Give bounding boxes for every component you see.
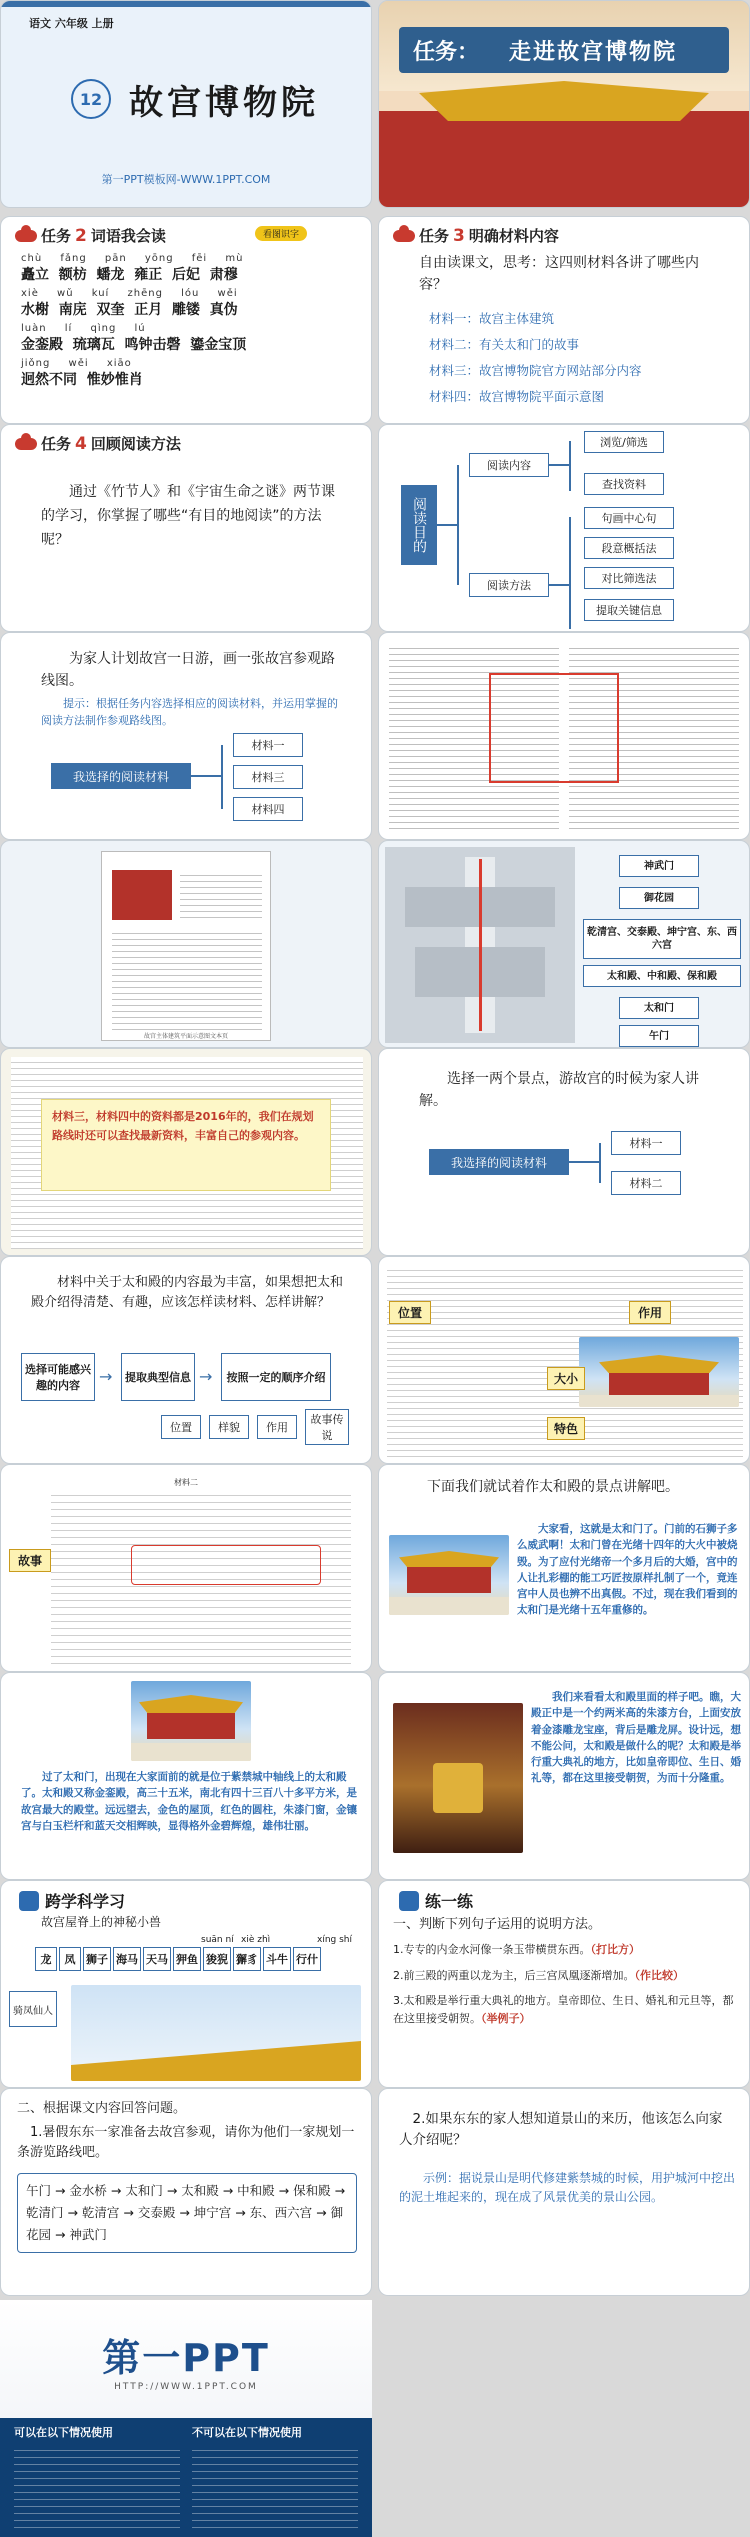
document-page xyxy=(101,851,271,1041)
guide-task-text: 选择一两个景点，游故宫的时候为家人讲解。 xyxy=(419,1071,699,1109)
connector xyxy=(569,517,571,629)
label-function: 作用 xyxy=(629,1301,671,1324)
material-4: 材料四 xyxy=(233,797,303,821)
practice-item xyxy=(393,1941,743,1959)
task-heading: 任务 3 明确材料内容 xyxy=(393,225,559,246)
slide-practice-three[interactable] xyxy=(378,2088,750,2296)
cloud-icon xyxy=(15,230,37,242)
allowed-title: 可以在以下情况使用 xyxy=(14,2426,113,2439)
label-size: 大小 xyxy=(547,1367,585,1390)
beast-box: 狎鱼 xyxy=(173,1947,201,1971)
beast-box: 狻猊 xyxy=(203,1947,231,1971)
lesson-title: 故宫博物院 xyxy=(129,83,319,123)
route-stop: 御花园 xyxy=(619,887,699,909)
lesson-number-badge: 12 xyxy=(71,79,111,119)
branch-content: 阅读内容 xyxy=(469,453,549,477)
page-caption: 故宫主体建筑平面示意图文本页 xyxy=(143,1033,228,1040)
slide-vocabulary[interactable] xyxy=(0,216,372,424)
py-1: suān ní xyxy=(201,1935,234,1945)
leaf-method-2: 段意概括法 xyxy=(584,537,674,559)
leaf-research: 查找资料 xyxy=(584,473,664,495)
route-stop: 乾清宫、交泰殿、坤宁宫、东、西六宫 xyxy=(583,919,741,959)
route-line xyxy=(479,859,482,1031)
task-heading: 任务 2 词语我会读 xyxy=(15,225,166,246)
taihedian-photo xyxy=(131,1681,251,1761)
highlight-box xyxy=(489,673,619,783)
beast-box: 斗牛 xyxy=(263,1947,291,1971)
leaf-appearance: 样貌 xyxy=(209,1415,249,1439)
route-chain xyxy=(579,847,745,1045)
hint-text: 提示：根据任务内容选择相应的阅读材料，并运用掌握的阅读方法制作参观路线图。 xyxy=(41,697,338,728)
answer-example: 示例：据说景山是明代修建紫禁城的时候，用护城河中挖出的泥土堆起来的，现在成了风景优美的景山公园。 xyxy=(399,2171,736,2204)
beast-box: 狮子 xyxy=(83,1947,111,1971)
task-banner xyxy=(399,27,729,73)
first-figure: 骑凤仙人 xyxy=(9,1991,57,2027)
py-3: xíng shí xyxy=(317,1935,352,1945)
leaf-method-1: 句画中心句 xyxy=(584,507,674,529)
slide-material-note[interactable] xyxy=(0,1048,372,1256)
leaf-method-3: 对比筛选法 xyxy=(584,567,674,589)
leaf-story: 故事传说 xyxy=(305,1409,349,1445)
word-row: 金銮殿 琉璃瓦 鸣钟击磬 鎏金宝顶 xyxy=(21,337,247,353)
beast-box: 行什 xyxy=(293,1947,321,1971)
throne-photo xyxy=(393,1703,523,1853)
connector xyxy=(549,584,569,586)
beast-box: 天马 xyxy=(143,1947,171,1971)
arrow-icon: → xyxy=(99,1367,113,1386)
word-row: 矗立 额枋 蟠龙 雍正 后妃 肃穆 xyxy=(21,267,238,283)
slide-review-method[interactable] xyxy=(0,424,372,632)
roof-photo xyxy=(71,1985,361,2081)
slide-material-page[interactable] xyxy=(0,840,372,1048)
practice-answer: （举例子） xyxy=(481,2011,531,2025)
section-heading: 跨学科学习 xyxy=(19,1889,125,1912)
word-row: 水榭 南庑 双奎 正月 雕镂 真伪 xyxy=(21,302,238,318)
choice-label: 我选择的阅读材料 xyxy=(51,763,191,789)
slide-practice-two[interactable] xyxy=(0,2088,372,2296)
task-title: 走进故宫博物院 xyxy=(509,39,678,65)
route-stop: 太和殿、中和殿、保和殿 xyxy=(583,965,741,987)
slide-title-cover[interactable] xyxy=(0,0,372,208)
practice-answer: （作比较） xyxy=(634,1968,684,1982)
material-item: 材料四：故宫博物院平面示意图 xyxy=(429,389,605,404)
guide-intro: 下面我们就试着作太和殿的景点讲解吧。 xyxy=(427,1479,679,1495)
step-order: 按照一定的顺序介绍 xyxy=(221,1353,331,1401)
word-row: 迥然不同 惟妙惟肖 xyxy=(21,372,143,388)
slide-taihemen-guide[interactable] xyxy=(378,1464,750,1672)
logo-url: HTTP://WWW.1PPT.COM xyxy=(114,2381,258,2392)
forbidden-title: 不可以在以下情况使用 xyxy=(192,2426,302,2439)
material-item: 材料二：有关太和门的故事 xyxy=(429,337,580,352)
connector xyxy=(599,1143,601,1183)
practice-answer: （打比方） xyxy=(590,1943,640,1956)
material-1: 材料一 xyxy=(611,1131,681,1155)
route-stop: 神武门 xyxy=(619,855,699,877)
material-1: 材料一 xyxy=(233,733,303,757)
slide-reading-strategy[interactable] xyxy=(0,1256,372,1464)
slide-method-map[interactable] xyxy=(378,424,750,632)
slide-route-task[interactable] xyxy=(0,632,372,840)
connector xyxy=(221,745,223,809)
practice-item xyxy=(393,1992,743,2027)
beast-box: 龙 xyxy=(35,1947,57,1971)
material-list xyxy=(429,309,739,413)
taihemen-photo xyxy=(389,1535,509,1615)
connector xyxy=(569,1161,599,1163)
pinyin-row: jiǒng wěi xiāo xyxy=(21,358,132,369)
arrow-icon: → xyxy=(199,1367,213,1386)
connector xyxy=(191,775,221,777)
material-item: 材料三：故宫博物院官方网站部分内容 xyxy=(429,363,642,378)
forbidden-list xyxy=(192,2444,358,2530)
badge-label: 看图识字 xyxy=(255,226,307,241)
pinyin-row: luàn lí qìng lú xyxy=(21,323,146,334)
slide-text-excerpt[interactable] xyxy=(378,632,750,840)
route-task-text: 为家人计划故宫一日游，画一张故宫参观路线图。 xyxy=(41,651,335,689)
logo-area xyxy=(0,2300,372,2418)
connector xyxy=(569,441,571,491)
slide-floor-plan[interactable] xyxy=(378,840,750,1048)
step-select: 选择可能感兴趣的内容 xyxy=(21,1353,95,1401)
floor-plan-map xyxy=(385,847,575,1043)
material-item: 材料一：故宫主体建筑 xyxy=(429,311,555,326)
slide-roof-beasts[interactable] xyxy=(0,1880,372,2088)
material-caption: 材料二 xyxy=(174,1478,198,1487)
slide-practice-one[interactable] xyxy=(378,1880,750,2088)
question-1: 1.暑假东东一家准备去故宫参观，请你为他们一家规划一条游览路线吧。 xyxy=(17,2125,355,2161)
cloud-icon xyxy=(15,438,37,450)
practice-text: 2.前三殿的两重以龙为主，后三宫凤凰逐渐增加。 xyxy=(393,1968,635,1982)
slide-taihedian-guide[interactable] xyxy=(0,1672,372,1880)
cloud-icon xyxy=(393,230,415,242)
section-heading: 练一练 xyxy=(399,1889,473,1912)
guide-paragraph: 我们来看看太和殿里面的样子吧。瞧，大殿正中是一个约两米高的朱漆方台，上面安放着金漆雕龙宝座，背后是雕龙屏。设计远，想不能公问，太和殿是做什么的呢？太和殿是举行重大典礼的地方，比如皇帝即位、生日、婚礼等，都在这里接受朝贺，为而十分隆重。 xyxy=(531,1691,741,1785)
question-2: 2.如果东东的家人想知道景山的来历，他该怎么向家人介绍呢？ xyxy=(399,2111,723,2148)
material-2: 材料二 xyxy=(611,1171,681,1195)
label-story: 故事 xyxy=(9,1549,51,1572)
practice-item xyxy=(393,1967,743,1985)
guide-paragraph: 过了太和门，出现在大家面前的就是位于紫禁城中轴线上的太和殿了。太和殿又称金銮殿，高三十五米，南北有四十三百八十多平方米，是故宫最大的殿堂。远远望去，金色的屋顶，红色的圆柱，朱漆门窗，金镶宫与白玉栏杆和蓝天交相辉映，显得格外金碧辉煌，雄伟壮丽。 xyxy=(21,1771,357,1832)
pinyin-row: xiè wǔ kuí zhēng lóu wěi xyxy=(21,288,238,299)
palace-wall xyxy=(379,111,749,208)
beast-box: 獬豸 xyxy=(233,1947,261,1971)
grade-header: 语文 六年级 上册 xyxy=(29,17,114,30)
slide-taihe-features[interactable] xyxy=(378,1256,750,1464)
step-extract: 提取典型信息 xyxy=(121,1353,195,1401)
note-box: 材料三，材料四中的资料都是2016年的，我们在规划路线时还可以查找最新资料，丰富自己的参观内容。 xyxy=(41,1099,331,1191)
subtitle: 故宫屋脊上的神秘小兽 xyxy=(41,1915,162,1929)
vocab-list xyxy=(21,253,361,393)
beast-row xyxy=(35,1947,321,1971)
choice-label: 我选择的阅读材料 xyxy=(429,1149,569,1175)
book-icon xyxy=(19,1891,39,1911)
slide-task-intro[interactable] xyxy=(378,0,750,208)
question: 自由读课文，思考：这四则材料各讲了哪些内容？ xyxy=(419,255,699,293)
leaf-location: 位置 xyxy=(161,1415,201,1439)
branch-method: 阅读方法 xyxy=(469,573,549,597)
logo-text: 第一PPT xyxy=(102,2335,270,2380)
highlight-box xyxy=(131,1545,321,1585)
taihe-photo xyxy=(579,1337,739,1407)
connector xyxy=(457,465,459,585)
question-heading: 一、判断下列句子运用的说明方法。 xyxy=(393,1917,602,1932)
pinyin-row: chù fǎng pān yōng fēi mù xyxy=(21,253,244,264)
practice-list xyxy=(393,1941,743,2035)
route-stop: 午门 xyxy=(619,1025,699,1047)
label-feature: 特色 xyxy=(547,1417,585,1440)
root-node: 阅读目的 xyxy=(401,485,437,565)
connector xyxy=(549,464,569,466)
task-heading: 任务 4 回顾阅读方法 xyxy=(15,433,181,454)
practice-text: 3.太和殿是举行重大典礼的地方。皇帝即位、生日、婚礼和元旦等，都在这里接受朝贺。 xyxy=(393,1994,734,2025)
ppt-footer[interactable] xyxy=(0,2300,372,2537)
question-heading: 二、根据课文内容回答问题。 xyxy=(17,2101,187,2116)
allowed-list xyxy=(14,2444,180,2530)
leaf-function: 作用 xyxy=(257,1415,297,1439)
leaf-browse: 浏览/筛选 xyxy=(584,431,664,453)
slide-guide-task[interactable] xyxy=(378,1048,750,1256)
guide-paragraph: 大家看，这就是太和门了。门前的石狮子多么威武啊！太和门曾在光绪十四年的大火中被烧毁。为了应付光绪帝一个多月后的大婚，宫中的人让扎彩棚的能工巧匠按原样扎制了一个，竟连宫中人员也辨不出真假。不过，现在我们看到的太和门是光绪十五年重修的。 xyxy=(517,1523,738,1617)
pencil-icon xyxy=(399,1891,419,1911)
slide-throne-guide[interactable] xyxy=(378,1672,750,1880)
label-location: 位置 xyxy=(389,1301,431,1324)
strategy-text: 材料中关于太和殿的内容最为丰富，如果想把太和殿介绍得清楚、有趣，应该怎样读材料、怎样讲解？ xyxy=(31,1275,344,1311)
beast-box: 凤 xyxy=(59,1947,81,1971)
template-footer: 第一PPT模板网-WWW.1PPT.COM xyxy=(101,173,271,186)
task-prefix: 任务： xyxy=(413,39,480,65)
beast-box: 海马 xyxy=(113,1947,141,1971)
py-2: xiè zhì xyxy=(241,1935,271,1945)
route-answer: 午门 → 金水桥 → 太和门 → 太和殿 → 中和殿 → 保和殿 → 乾清门 → 乾清宫 → 交泰殿 → 坤宁宫 → 东、西六宫 → 御花园 → 神武门 xyxy=(26,2183,346,2242)
page-photo xyxy=(112,870,172,920)
practice-text: 1.专专的内金水河像一条玉带横贯东西。 xyxy=(393,1943,591,1956)
material-3: 材料三 xyxy=(233,765,303,789)
method-question: 通过《竹节人》和《宇宙生命之谜》两节课的学习，你掌握了哪些“有目的地阅读”的方法呢？ xyxy=(41,484,335,548)
route-answer-box xyxy=(17,2173,357,2253)
leaf-method-4: 提取关键信息 xyxy=(584,599,674,621)
route-stop: 太和门 xyxy=(619,997,699,1019)
connector xyxy=(437,524,457,526)
slide-material-contents[interactable] xyxy=(378,216,750,424)
top-strip xyxy=(1,1,371,7)
slide-material-two[interactable] xyxy=(0,1464,372,1672)
